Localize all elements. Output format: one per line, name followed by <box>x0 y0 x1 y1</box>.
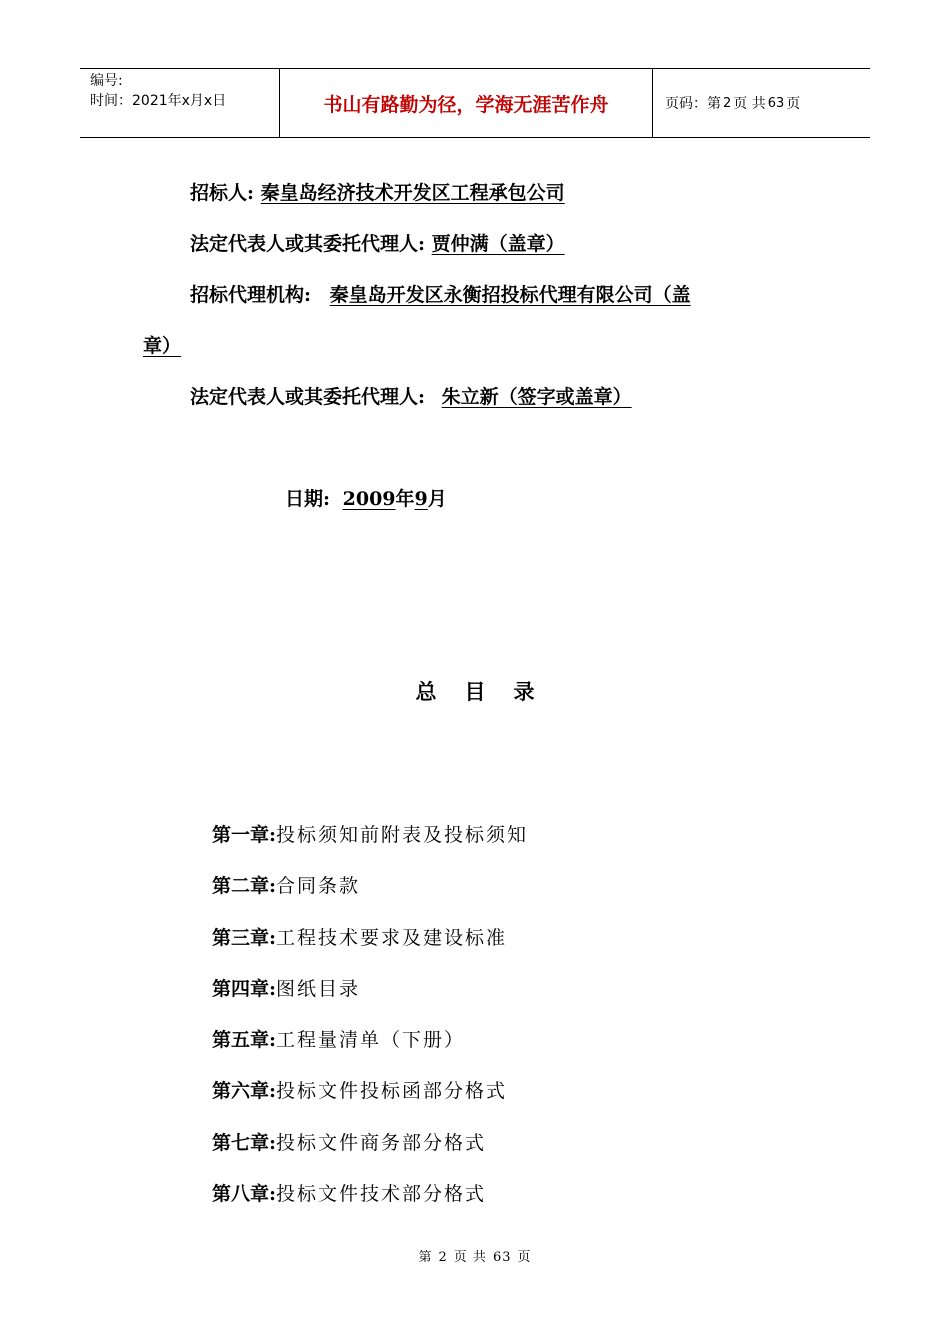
page-number: 2 <box>723 95 732 111</box>
toc-chapter: 第一章: <box>212 824 277 846</box>
toc-text: 投标文件投标函部分格式 <box>276 1080 508 1103</box>
toc-item <box>212 1025 528 1076</box>
header-motto: 书山有路勤为径，学海无涯苦作舟 <box>280 69 653 137</box>
footer-prefix: 第 <box>418 1250 433 1265</box>
representative-line-2 <box>190 382 632 409</box>
toc-item <box>212 1179 528 1230</box>
toc-chapter: 第三章: <box>212 926 277 949</box>
page-footer <box>0 1246 950 1265</box>
toc-text: 合同条款 <box>276 875 361 898</box>
agency-line <box>190 280 691 307</box>
header-page-info <box>653 69 870 137</box>
toc-item <box>212 1128 528 1179</box>
toc-text: 投标文件技术部分格式 <box>276 1183 487 1206</box>
footer-suffix: 页 <box>517 1250 532 1265</box>
page-mid: 页 共 <box>733 96 766 112</box>
page-total: 63 <box>767 95 785 111</box>
toc-chapter: 第六章: <box>212 1080 277 1103</box>
toc-title: 总目录 <box>415 679 563 704</box>
document-number-label: 编号: <box>90 73 123 89</box>
representative-value-1: 贾仲满（盖章） <box>431 233 565 255</box>
agency-line-cont <box>143 331 181 358</box>
footer-total: 63 <box>492 1250 512 1265</box>
toc-chapter: 第七章: <box>212 1131 277 1154</box>
page-prefix: 页码：第 <box>665 96 721 112</box>
agency-value-cont: 章） <box>143 335 182 357</box>
bidder-value: 秦皇岛经济技术开发区工程承包公司 <box>260 182 565 204</box>
date-line <box>285 484 447 511</box>
page-suffix: 页 <box>786 96 801 112</box>
toc-item <box>212 974 528 1025</box>
date-month-unit: 月 <box>427 488 447 510</box>
bidder-line <box>190 178 565 205</box>
representative-label-2: 法定代表人或其委托代理人: <box>190 386 426 408</box>
toc-text: 图纸目录 <box>276 977 361 1000</box>
footer-page: 2 <box>438 1250 448 1265</box>
date-year: 2009 <box>342 488 396 510</box>
toc-chapter: 第四章: <box>212 977 277 1000</box>
toc-chapter: 第八章: <box>212 1183 277 1206</box>
representative-value-2: 朱立新（签字或盖章） <box>441 386 632 408</box>
agency-value: 秦皇岛开发区永衡招投标代理有限公司（盖 <box>329 284 691 306</box>
toc-item <box>212 923 528 974</box>
toc-item <box>212 820 528 871</box>
toc-item <box>212 871 528 922</box>
representative-label-1: 法定代表人或其委托代理人: <box>190 233 426 255</box>
agency-label: 招标代理机构: <box>190 284 312 306</box>
toc-chapter: 第二章: <box>212 875 277 898</box>
date-month: 9 <box>414 488 428 510</box>
representative-line-1 <box>190 229 565 256</box>
toc-item <box>212 1076 528 1127</box>
date-label: 日期: <box>285 488 331 510</box>
date-year-unit: 年 <box>395 488 415 510</box>
bidder-label: 招标人: <box>190 182 255 204</box>
document-time: 时间：2021年x月x日 <box>90 93 227 109</box>
toc-text: 工程技术要求及建设标准 <box>276 926 508 949</box>
footer-mid: 页 共 <box>453 1250 487 1265</box>
toc-text: 投标须知前附表及投标须知 <box>276 824 529 846</box>
toc-text: 投标文件商务部分格式 <box>276 1131 487 1154</box>
toc-list <box>212 820 528 1230</box>
toc-text: 工程量清单（下册） <box>276 1029 466 1052</box>
page-header <box>80 68 870 138</box>
toc-chapter: 第五章: <box>212 1029 277 1052</box>
header-meta <box>80 69 280 137</box>
